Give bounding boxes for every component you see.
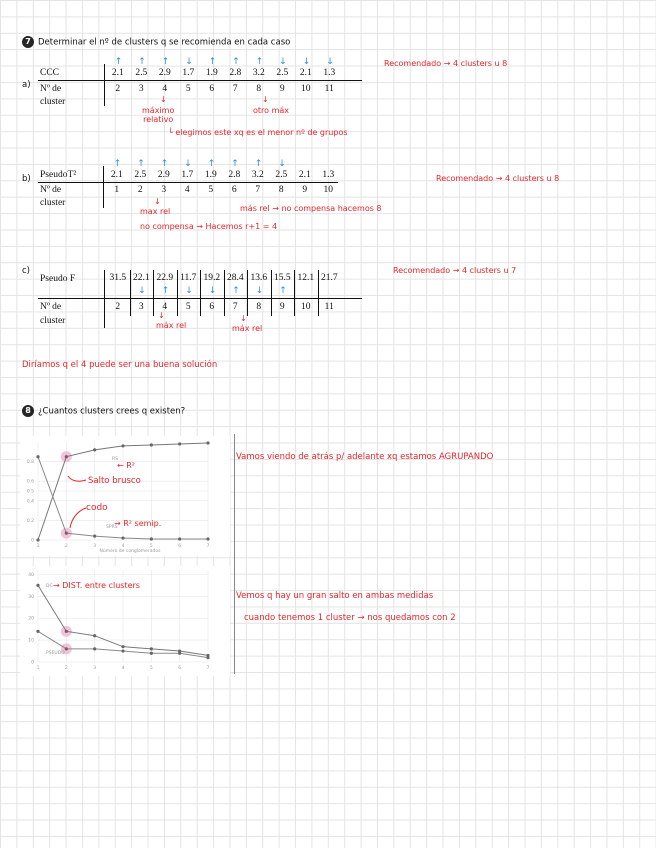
table-c-note-max1: máx rel xyxy=(156,321,187,330)
rsquared-chart-label-sprs: SPRS xyxy=(106,525,118,530)
table-b-note-max: max rel xyxy=(140,207,171,216)
table-c-cluster-cell: 11 xyxy=(324,302,334,312)
table-c-arrow-down-icon: ↓ xyxy=(185,286,193,296)
table-c-cluster-cell: 3 xyxy=(138,302,144,312)
table-a-arrow-up-icon: ↑ xyxy=(255,57,264,67)
table-b-note-compensa: no compensa → Hacemos r+1 = 4 xyxy=(140,222,278,231)
table-a-value-cell: 2.1 xyxy=(299,68,312,78)
q8-note1: Vamos viendo de atrás p/ adelante xq estamos AGRUPANDO xyxy=(236,452,494,462)
table-a-vline xyxy=(104,64,105,106)
table-a-value-cell: 1.9 xyxy=(205,68,218,78)
series-point xyxy=(178,537,181,540)
table-b-cluster-cell: 5 xyxy=(208,185,214,195)
x-tick-label: 5 xyxy=(149,544,153,549)
series-point xyxy=(121,536,124,539)
table-b-row2-label: Nº de xyxy=(40,185,62,195)
table-c-cluster-cell: 10 xyxy=(301,302,311,312)
series-point xyxy=(206,441,209,444)
table-c-arrow-up-icon: ↑ xyxy=(279,286,287,296)
q8-header xyxy=(22,405,185,417)
y-tick-label: 0 xyxy=(31,538,34,544)
series-point xyxy=(36,584,39,587)
table-b-recommended: Recomendado → 4 clusters u 8 xyxy=(436,174,560,183)
table-a-value-cell: 1.7 xyxy=(182,68,195,78)
table-c-value-cell: 21.7 xyxy=(320,273,338,283)
table-a-arrow-up-icon: ↑ xyxy=(232,57,240,67)
table-c-value-cell: 22.1 xyxy=(132,273,150,283)
y-tick-label: 30 xyxy=(28,594,34,600)
x-tick-label: 3 xyxy=(93,666,97,671)
table-b-arrow-down-icon: ↓ xyxy=(278,159,286,169)
table-b-row1-label: PseudoT² xyxy=(40,170,77,180)
table-a-cluster-cell: 11 xyxy=(324,84,334,94)
table-a-arrow-up-icon: ↑ xyxy=(138,57,146,67)
q7-title: Determinar el nº de clusters q se recomienda en cada caso xyxy=(38,37,291,48)
q8-note2a: Vemos q hay un gran salto en ambas medidas xyxy=(236,591,434,601)
table-b-value-cell: 2.9 xyxy=(157,170,170,180)
table-b-arrow-up-icon: ↑ xyxy=(207,159,216,169)
table-c-recommended: Recomendado → 4 clusters u 7 xyxy=(393,266,517,275)
table-a-arrow-up-icon: ↑ xyxy=(114,57,123,67)
table-a-cluster-cell: 2 xyxy=(115,84,121,94)
table-b-arrow-up-icon: ↑ xyxy=(231,159,239,169)
table-c-row2-label-2: cluster xyxy=(40,316,66,326)
table-a-arrow-max: ↓ xyxy=(160,95,167,104)
table-b-value-cell: 2.5 xyxy=(275,170,288,180)
x-tick-label: 3 xyxy=(93,544,97,549)
table-b-arrow-up-icon: ↑ xyxy=(254,159,263,169)
series-point xyxy=(93,634,96,637)
series-point xyxy=(150,443,153,446)
table-a-cluster-cell: 3 xyxy=(138,84,144,94)
table-a-cluster-cell: 9 xyxy=(279,84,285,94)
table-c-values xyxy=(106,273,341,283)
q8-note2b: cuando tenemos 1 cluster → nos quedamos con 2 xyxy=(244,613,456,623)
distance-chart-label-pseudo: PSEUDO xyxy=(46,651,65,656)
table-a-arrow-down-icon: ↓ xyxy=(302,57,311,67)
table-a-arrow-up-icon: ↑ xyxy=(208,57,217,67)
series-point xyxy=(65,647,68,650)
table-a-value-cell: 2.9 xyxy=(158,68,171,78)
table-c-clusters xyxy=(106,302,341,312)
distance-chart-label-dc: DC xyxy=(46,584,53,589)
table-a-row2-label-2: cluster xyxy=(40,97,66,107)
table-a-arrow-down-icon: ↓ xyxy=(326,57,334,67)
table-b-clusters xyxy=(105,185,340,195)
table-b-vline xyxy=(103,166,104,208)
table-a-value-cell: 2.1 xyxy=(111,68,124,78)
table-b-value-cell: 1.9 xyxy=(204,170,217,180)
table-b-note-max2: más rel → no compensa hacemos 8 xyxy=(240,204,382,213)
table-a-value-cell: 2.5 xyxy=(135,68,148,78)
note-max-line1: máximo xyxy=(142,106,175,115)
table-b-arrow-down-icon: ↓ xyxy=(184,159,192,169)
table-a-clusters xyxy=(106,84,341,94)
y-tick-label: 0.6 xyxy=(26,479,34,485)
table-b-cluster-cell: 2 xyxy=(137,185,143,195)
table-a-hline xyxy=(38,80,362,81)
table-b-cluster-cell: 1 xyxy=(114,185,120,195)
series-point xyxy=(65,630,68,633)
series-point xyxy=(93,647,96,650)
table-c-row1-label: Pseudo F xyxy=(40,274,76,284)
table-c-cluster-cell: 2 xyxy=(115,302,121,312)
distance-chart-label-dist: → DIST. entre clusters xyxy=(53,581,140,590)
series-point xyxy=(206,537,209,540)
table-c-arrow-down-icon: ↓ xyxy=(138,286,146,296)
q8-title: ¿Cuantos clusters crees q existen? xyxy=(38,406,186,417)
table-c-value-cell: 28.4 xyxy=(226,273,244,283)
table-b-arrow-up-icon: ↑ xyxy=(160,159,169,169)
table-b-cluster-cell: 3 xyxy=(161,185,167,195)
table-c-arrow-down-icon: ↓ xyxy=(208,286,217,296)
table-b-value-cell: 1.3 xyxy=(322,170,335,180)
table-c-value-cell: 12.1 xyxy=(297,273,315,283)
table-a-cluster-cell: 7 xyxy=(232,84,238,94)
table-a-value-cell: 2.5 xyxy=(276,68,289,78)
series-point xyxy=(93,448,96,451)
table-a-arrow-down-icon: ↓ xyxy=(279,57,287,67)
table-c-arrow-max1: ↓ xyxy=(158,311,165,320)
series-point xyxy=(36,630,39,633)
series-point xyxy=(121,645,124,648)
y-tick-label: 0.5 xyxy=(26,489,34,495)
table-a-cluster-cell: 4 xyxy=(162,84,168,94)
x-tick-label: 4 xyxy=(121,666,125,671)
table-b-value-cell: 3.2 xyxy=(251,170,264,180)
y-tick-label: 0.2 xyxy=(26,518,34,524)
table-b-value-cell: 2.1 xyxy=(110,170,123,180)
table-b-cluster-cell: 7 xyxy=(255,185,261,195)
table-a-arrow-otro: ↓ xyxy=(262,95,269,104)
rsquared-chart-note-salto: Salto brusco xyxy=(88,476,141,486)
q7-number: 7 xyxy=(22,36,34,48)
table-c-cluster-cell: 4 xyxy=(162,302,168,312)
table-b-arrow-up-icon: ↑ xyxy=(113,159,122,169)
table-c-arrow-up-icon: ↑ xyxy=(161,286,170,296)
table-c-arrow-down-icon: ↓ xyxy=(255,286,264,296)
table-a-arrow-down-icon: ↓ xyxy=(185,57,193,67)
table-c-arrow-up-icon: ↑ xyxy=(232,286,240,296)
x-tick-label: 4 xyxy=(121,544,125,549)
table-c-cluster-cell: 6 xyxy=(209,302,215,312)
table-a-cluster-cell: 8 xyxy=(256,84,262,94)
table-c-cluster-cell: 8 xyxy=(256,302,262,312)
table-c-value-cell: 31.5 xyxy=(109,273,127,283)
rsquared-chart xyxy=(20,436,230,556)
table-c-value-cell: 11.7 xyxy=(180,273,197,283)
table-c-note-max2: máx rel xyxy=(232,324,263,333)
q8-divider xyxy=(234,434,235,674)
table-c-value-cell: 22.9 xyxy=(156,273,174,283)
note-max-line2: relativo xyxy=(143,115,174,124)
table-a-note-elegimos: └ elegimos este xq es el menor nº de grupos xyxy=(168,128,348,137)
table-b-hline xyxy=(38,182,338,183)
table-a-cluster-cell: 10 xyxy=(301,84,311,94)
table-c-cluster-cell: 7 xyxy=(232,302,238,312)
table-b-cluster-cell: 9 xyxy=(302,185,308,195)
y-tick-label: 40 xyxy=(28,572,34,578)
table-a-value-cell: 2.8 xyxy=(229,68,242,78)
series-point xyxy=(93,534,96,537)
distance-chart xyxy=(20,566,230,676)
y-tick-label: 0.4 xyxy=(26,499,34,505)
y-tick-label: 20 xyxy=(28,616,34,622)
table-c-cluster-cell: 5 xyxy=(185,302,191,312)
table-b-row2-label-2: cluster xyxy=(40,198,66,208)
table-a-letter: a) xyxy=(22,80,31,90)
table-a-cluster-cell: 5 xyxy=(185,84,191,94)
y-tick-label: 10 xyxy=(28,638,34,644)
table-b-value-cell: 2.8 xyxy=(228,170,241,180)
table-a-note-otro: otro máx xyxy=(253,106,290,115)
table-b-arrow-up-icon: ↑ xyxy=(137,159,145,169)
x-tick-label: 1 xyxy=(36,544,40,549)
series-point xyxy=(121,649,124,652)
table-b-value-cell: 2.1 xyxy=(298,170,311,180)
series-point xyxy=(150,647,153,650)
series-point xyxy=(206,656,209,659)
rsquared-chart-label-rs: RS xyxy=(112,457,118,462)
table-c-vline xyxy=(104,270,105,328)
series-point xyxy=(36,538,39,541)
table-b-arrow-max: ↓ xyxy=(154,197,161,206)
series-point xyxy=(150,537,153,540)
table-a-recommended: Recomendado → 4 clusters u 8 xyxy=(384,59,508,68)
x-tick-label: 6 xyxy=(178,544,182,549)
q7-conclusion: Diríamos q el 4 puede ser una buena solución xyxy=(22,360,218,370)
table-c-value-cell: 15.5 xyxy=(273,273,291,283)
table-b-value-cell: 2.5 xyxy=(134,170,147,180)
table-b-cluster-cell: 8 xyxy=(278,185,284,195)
x-tick-label: 5 xyxy=(149,666,153,671)
table-b-letter: b) xyxy=(22,174,31,184)
y-tick-label: 0.8 xyxy=(26,460,34,466)
x-tick-label: 7 xyxy=(206,666,210,671)
table-a-cluster-cell: 6 xyxy=(209,84,215,94)
table-a-value-cell: 3.2 xyxy=(252,68,265,78)
x-tick-label: 2 xyxy=(64,666,68,671)
rsquared-chart-xlabel: Número de conglomerados xyxy=(99,549,161,554)
series-point xyxy=(121,444,124,447)
table-a-arrow-up-icon: ↑ xyxy=(161,57,170,67)
q7-header xyxy=(22,36,290,48)
x-tick-label: 6 xyxy=(178,666,182,671)
series-point xyxy=(150,652,153,655)
table-b-cluster-cell: 10 xyxy=(323,185,333,195)
x-tick-label: 1 xyxy=(36,666,40,671)
series-point xyxy=(178,442,181,445)
q8-number: 8 xyxy=(22,405,34,417)
table-b-value-cell: 1.7 xyxy=(181,170,194,180)
y-tick-label: 0 xyxy=(31,660,34,666)
rsquared-chart-note-r2: ← R² xyxy=(117,461,136,470)
x-tick-label: 7 xyxy=(206,544,210,549)
x-tick-label: 2 xyxy=(64,544,68,549)
table-c-value-cell: 19.2 xyxy=(203,273,221,283)
series-point xyxy=(178,652,181,655)
table-c-value-cell: 13.6 xyxy=(250,273,268,283)
series-point xyxy=(65,532,68,535)
table-a-row2-label: Nº de xyxy=(40,84,62,94)
series-point xyxy=(36,455,39,458)
series-point xyxy=(65,455,68,458)
rsquared-chart-note-codo: codo xyxy=(86,503,108,513)
table-c-arrow-max2: ↓ xyxy=(240,314,247,323)
table-a-row1-label: CCC xyxy=(40,68,60,78)
rsquared-chart-note-r2semip: → R² semip. xyxy=(114,519,162,528)
table-c-letter: c) xyxy=(22,266,30,276)
table-a-values xyxy=(106,68,341,78)
table-b-cluster-cell: 4 xyxy=(184,185,190,195)
table-b-values xyxy=(105,170,340,180)
table-a-note-max xyxy=(142,106,174,124)
table-c-row2-label: Nº de xyxy=(40,302,62,312)
table-a-value-cell: 1.3 xyxy=(323,68,336,78)
table-b-cluster-cell: 6 xyxy=(231,185,237,195)
table-c-cluster-cell: 9 xyxy=(279,302,285,312)
